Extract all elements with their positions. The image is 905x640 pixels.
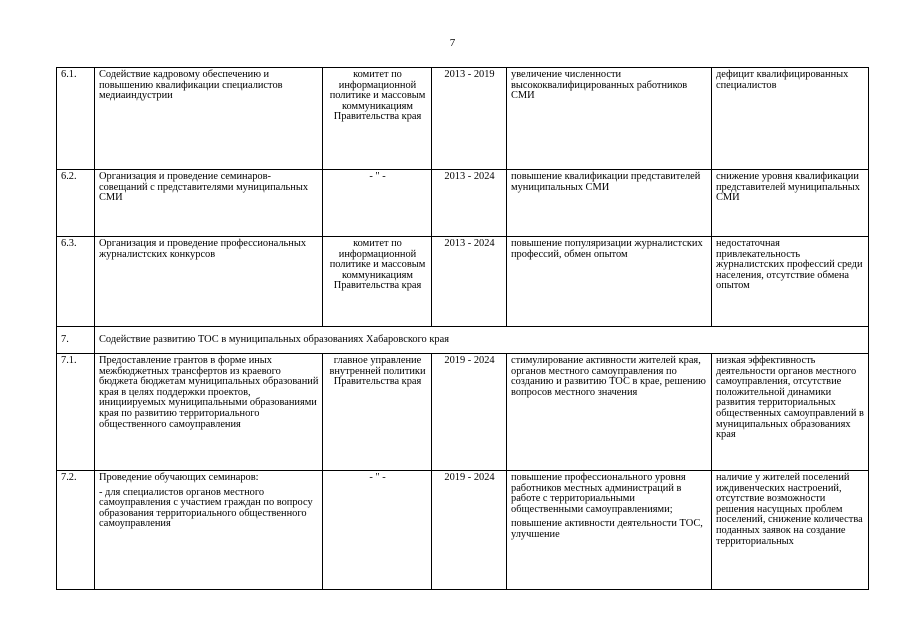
item-result: повышение квалификации представителей муниципальных СМИ	[507, 170, 712, 237]
page-number: 7	[449, 37, 456, 49]
item-risk: дефицит квалифицированных специалистов	[712, 68, 869, 170]
item-number: 6.3.	[57, 237, 95, 327]
description-bullet: - для специалистов органов местного самоуправления с участием граждан по вопросу образования территориального общественного самоуправления	[99, 486, 313, 530]
table-row	[57, 237, 869, 327]
item-result: увеличение численности высококвалифицированных работников СМИ	[507, 68, 712, 170]
item-number: 6.1.	[57, 68, 95, 170]
item-responsible: - " -	[323, 170, 432, 237]
item-number: 6.2.	[57, 170, 95, 237]
item-responsible: - " -	[323, 471, 432, 590]
item-result: повышение популяризации журналистских профессий, обмен опытом	[507, 237, 712, 327]
item-result: стимулирование активности жителей края, органов местного самоуправления по созданию и развитию ТОС в крае, решению вопросов местного значения	[507, 354, 712, 471]
item-period: 2013 - 2024	[432, 237, 507, 327]
item-period: 2019 - 2024	[432, 471, 507, 590]
description-heading: Проведение обучающих семинаров:	[99, 472, 259, 483]
result-paragraph-2: повышение активности деятельности ТОС, улучшение	[511, 518, 703, 540]
program-table	[56, 67, 869, 590]
section-row	[57, 327, 869, 354]
item-description: Содействие кадровому обеспечению и повышению квалификации специалистов медиаиндустрии	[95, 68, 323, 170]
section-number: 7.	[57, 327, 95, 354]
item-period: 2019 - 2024	[432, 354, 507, 471]
item-risk: низкая эффективность деятельности органов местного самоуправления, отсутствие положительной динамики развития территориальных общественных самоуправлений в муниципальных образованиях края	[712, 354, 869, 471]
section-title: Содействие развитию ТОС в муниципальных образованиях Хабаровского края	[95, 327, 869, 354]
table-row	[57, 354, 869, 471]
item-number: 7.1.	[57, 354, 95, 471]
item-description: Организация и проведение профессиональных журналистских конкурсов	[95, 237, 323, 327]
item-risk: недостаточная привлекательность журналистских профессий среди населения, отсутствие обмена опытом	[712, 237, 869, 327]
result-paragraph-1: повышение профессионального уровня работников местных администраций в работе с территориальными общественными самоуправлениями;	[511, 472, 686, 515]
item-description: Предоставление грантов в форме иных межбюджетных трансфертов из краевого бюджета бюджетам муниципальных образований края в целях поддержки проектов, инициируемых муниципальными образованиями края по развитию территориального общественного самоуправления	[95, 354, 323, 471]
item-result	[507, 471, 712, 590]
table-row	[57, 471, 869, 590]
item-responsible: комитет по информационной политике и массовым коммуникациям Правительства края	[323, 237, 432, 327]
item-number: 7.2.	[57, 471, 95, 590]
item-description	[95, 471, 323, 590]
item-risk: наличие у жителей поселений иждивенческих настроений, отсутствие возможности решения насущных проблем поселений, снижение количества поданных заявок на создание территориальных	[712, 471, 869, 590]
item-risk: снижение уровня квалификации представителей муниципальных СМИ	[712, 170, 869, 237]
item-period: 2013 - 2019	[432, 68, 507, 170]
table-row	[57, 170, 869, 237]
item-responsible: главное управление внутренней политики Правительства края	[323, 354, 432, 471]
item-description: Организация и проведение семинаров-совещаний с представителями муниципальных СМИ	[95, 170, 323, 237]
item-period: 2013 - 2024	[432, 170, 507, 237]
item-responsible: комитет по информационной политике и массовым коммуникациям Правительства края	[323, 68, 432, 170]
table-row	[57, 68, 869, 170]
